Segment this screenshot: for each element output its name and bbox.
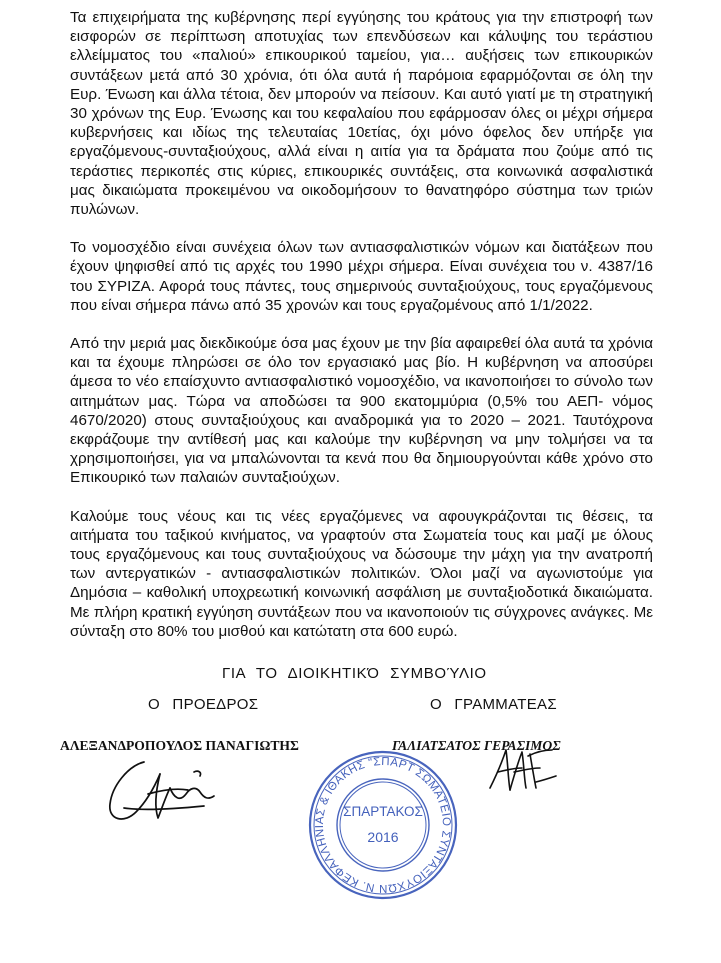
- paragraph-3: Από την μεριά μας διεκδικούμε όσα μας έχουν με την βία αφαιρεθεί όλα αυτά τα χρόνια και τα έχουμε πληρώσει σε όλο τον εργασιακό μας βίο. Η κυβέρνηση να αποσύρει άμεσα το νέο επαίσχυντο αντιασφαλιστικό νομοσχέδιο, να ικανοποιήσει το σύνολο των αιτημάτων μας. Τώρα να αποδώσει τα 900 εκατομμύρια (0,5% του ΑΕΠ- νόμος 4670/2020) στους συνταξιούχους και αναδρομικά για το 2020 – 2021. Ταυτόχρονα εκφράζουμε την αντίθεσή μας και καλούμε την κυβέρνηση να μην τολμήσει να τα χρησιμοποιήσει, για να μπαλώνονται τα κενά που θα δημιουργούνται κάθε χρόνο στο Επικουρικό των παλαιών συνταξιούχων.: [70, 335, 653, 487]
- secretary-role: Ο ΓΡΑΜΜΑΤΕΑΣ: [430, 696, 557, 713]
- svg-text:ΣΩΜΑΤΕΙΟ ΣΥΝΤΑΞΙΟΥΧΩΝ Ν. ΚΕΦΑΛ: [306, 748, 460, 902]
- president-role: Ο ΠΡΟΕΔΡΟΣ: [148, 696, 259, 713]
- president-name: ΑΛΕΞΑΝΔΡΟΠΟΥΛΟΣ ΠΑΝΑΓΙΩΤΗΣ: [60, 738, 299, 753]
- president-signature: [104, 750, 224, 828]
- stamp-center-year: 2016: [367, 829, 399, 845]
- letter-body: [70, 8, 653, 660]
- stamp-ring-text: ΣΩΜΑΤΕΙΟ ΣΥΝΤΑΞΙΟΥΧΩΝ Ν. ΚΕΦΑΛΛΗΝΙΑΣ & ΙΘΑΚΗΣ "ΣΠΑΡΤΑΚΟΣ": [313, 755, 453, 895]
- union-stamp-seal: [306, 748, 460, 902]
- secretary-name: ΓΑΛΙΑΤΣΑΤΟΣ ΓΕΡΑΣΙΜΟΣ: [392, 738, 561, 753]
- stamp-center-name: ΣΠΑΡΤΑΚΟΣ: [343, 804, 423, 819]
- secretary-signature: [484, 742, 564, 796]
- paragraph-4: Καλούμε τους νέους και τις νέες εργαζόμενες να αφουγκράζονται τις θέσεις, τα αιτήματα του ταξικού κινήματος, να γραφτούν στα Σωματεία τους και μαζί με όλους τους εργαζόμενους και τους συνταξιούχους να δώσουμε την μάχη για την ανατροπή των αντεργατικών - αντιασφαλιστικών πολιτικών. Όλοι μαζί να αγωνιστούμε για Δημόσια – καθολική υποχρεωτική κοινωνική ασφάλιση με συνταξιοδοτικά δικαιώματα. Με πλήρη κρατική εγγύηση συντάξεων που να ικανοποιούν τις σύγχρονες ανάγκες. Με σύνταξη στο 80% του μισθού και κατώτατη στα 600 ευρώ.: [70, 507, 653, 640]
- paragraph-1: Τα επιχειρήματα της κυβέρνησης περί εγγύησης του κράτους για την επιστροφή των εισφορών σε περίπτωση αποτυχίας των επενδύσεων και κάλυψης του τεράστιου ελλείμματος του «παλιού» επικουρικού ταμείου, για… αυξήσεις των επικουρικών συντάξεων μετά από 30 χρόνια, ότι όλα αυτά ή παρόμοια εφαρμόζονται σε όλη την Ευρ. Ένωση και άλλα τέτοια, δεν μπορούν να πείσουν. Και αυτό γιατί με τη στρατηγική 30 χρόνων της Ευρ. Ένωσης και του κεφαλαίου που εφάρμοσαν όλες οι μέχρι σήμερα κυβερνήσεις και ιδίως της τελευταίας 10ετίας, όχι μόνο όφελος δεν υπήρξε για εργαζόμενους-συνταξιούχους, αλλά είναι η αιτία για τα δράματα που ζούμε από τις τεράστιες περικοπές στις κύριες, επικουρικές συντάξεις, στα κοινωνικά ασφαλιστικά μας δικαιώματα προκειμένου να οικοδομήσουν το θανατηφόρο σύστημα των τριών πυλώνων.: [70, 9, 653, 219]
- paragraph-2: Το νομοσχέδιο είναι συνέχεια όλων των αντιασφαλιστικών νόμων και διατάξεων που έχουν ψηφισθεί από τις αρχές του 1990 μέχρι σήμερα. Είναι συνέχεια του ν. 4387/16 του ΣΥΡΙΖΑ. Αφορά τους πάντες, τους σημερινούς συνταξιούχους, τους εργαζόμενους που είναι σήμερα πάνω από 35 χρονών και τους εργαζομένους από 1/1/2022.: [70, 239, 653, 314]
- council-heading: ΓΙΑ ΤΟ ΔΙΟΙΚΗΤΙΚΌ ΣΥΜΒΟΎΛΙΟ: [222, 665, 487, 682]
